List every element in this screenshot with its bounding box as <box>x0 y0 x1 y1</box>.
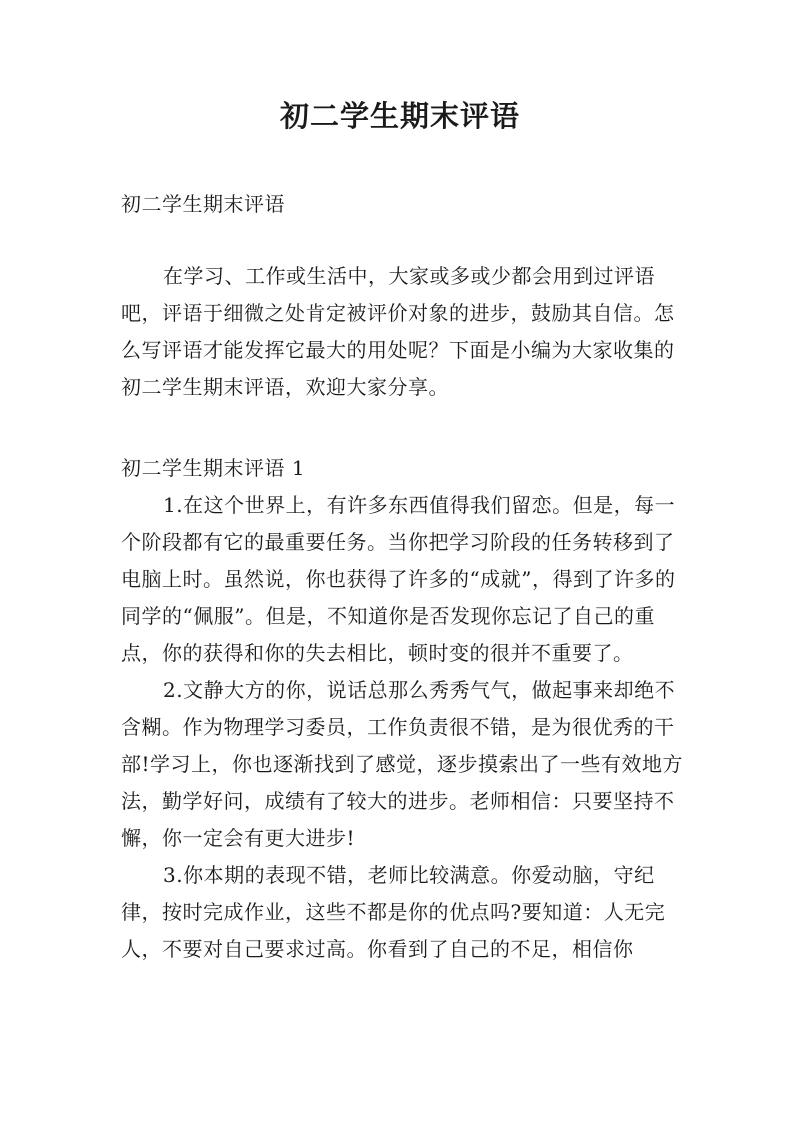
intro-paragraph: 在学习、工作或生活中，大家或多或少都会用到过评语吧，评语于细微之处肯定被评价对象的进步，鼓励其自信。怎么写评语才能发挥它最大的用处呢？下面是小编为大家收集的初二学生期末评语，欢迎大家分享。 <box>121 264 675 399</box>
section-heading: 初二学生期末评语 1 <box>121 456 306 480</box>
comment-section-1 <box>121 450 691 968</box>
comment-item-3: 3.你本期的表现不错，老师比较满意。你爱动脑，守纪律，按时完成作业，这些不都是你的优点吗?要知道：人无完人，不要对自己要求过高。你看到了自己的不足，相信你 <box>121 863 666 961</box>
document-subtitle: 初二学生期末评语 <box>121 192 285 216</box>
comment-item-2: 2.文静大方的你，说话总那么秀秀气气，做起事来却绝不含糊。作为物理学习委员，工作负责很不错，是为很优秀的干部!学习上，你也逐渐找到了感觉，逐步摸索出了一些有效地方法，勤学好问，成绩有了较大的进步。老师相信：只要坚持不懈，你一定会有更大进步! <box>121 678 684 850</box>
comment-item-1: 1.在这个世界上，有许多东西值得我们留恋。但是，每一个阶段都有它的最重要任务。当你把学习阶段的任务转移到了电脑上时。虽然说，你也获得了许多的“成就”，得到了许多的同学的“佩服”。但是，不知道你是否发现你忘记了自己的重点，你的获得和你的失去相比，顿时变的很并不重要了。 <box>121 493 676 665</box>
document-title: 初二学生期末评语 <box>279 99 520 133</box>
